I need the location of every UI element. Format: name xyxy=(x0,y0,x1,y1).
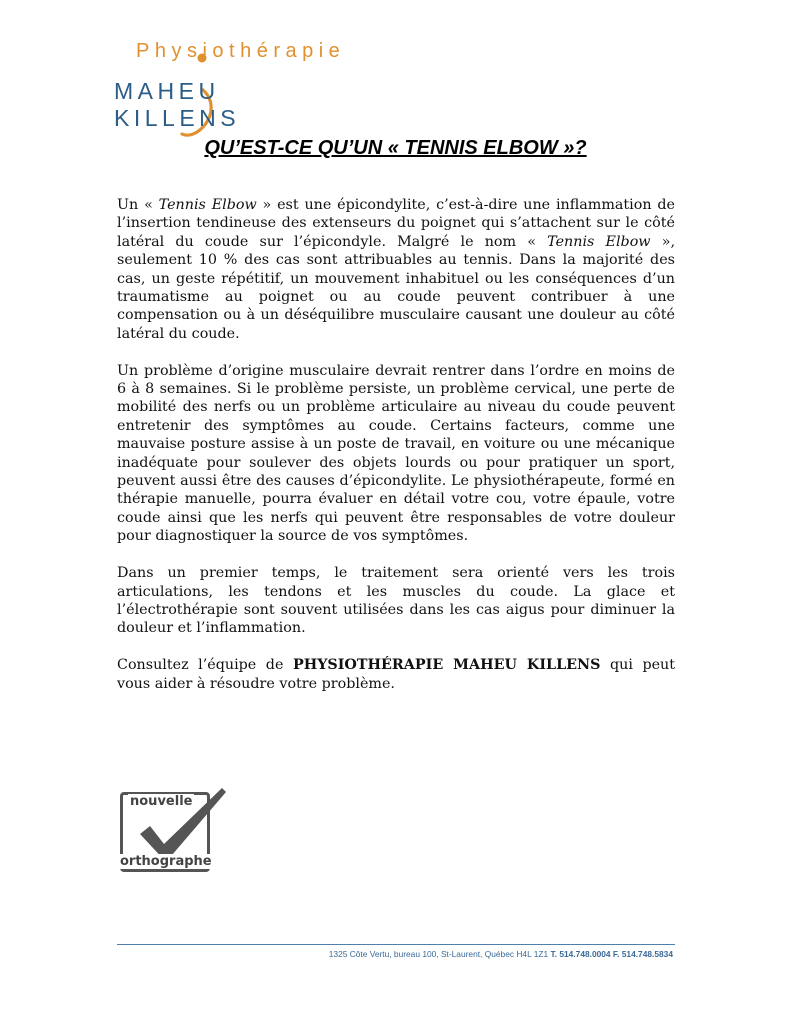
article-body xyxy=(117,196,675,711)
footer-fax: F. 514.748.5834 xyxy=(612,949,673,959)
p1-tennis-elbow: Tennis Elbow xyxy=(158,197,257,213)
paragraph-1 xyxy=(117,196,675,343)
p1-text-c: » est une épicondylite, c’est-à-dire une inflammation de l’insertion tendineuse des extenseurs du poignet qui s’attachent sur le côté latéral du coude sur l’épicondyle. Malgré le nom « xyxy=(117,197,675,250)
p1-tennis-elbow-2: Tennis Elbow xyxy=(547,233,651,250)
nouvelle-orthographe-badge xyxy=(118,786,230,878)
footer-phone: T. 514.748.0004 xyxy=(550,949,611,959)
paragraph-3: Dans un premier temps, le traitement sera orienté vers les trois articulations, les tendons et les muscles du coude. La glace et l’électrothérapie sont souvent utilisées dans les cas aigus pour diminuer la douleur et l’inflammation. xyxy=(117,565,675,637)
badge-label-bottom: orthographe xyxy=(120,854,212,869)
p4-clinic-name: PHYSIOTHÉRAPIE MAHEU KILLENS xyxy=(292,657,601,674)
logo-maheu: MAHEU xyxy=(114,78,220,104)
p4-text-c: qui peut vous aider à résoudre votre problème. xyxy=(117,657,676,692)
p1-text-e: », seulement 10 % des cas sont attribuables au tennis. Dans la majorité des cas, un geste répétitif, un mouvement inhabituel ou les conséquences d’un traumatisme au poignet ou au coude peuvent contribuer à une compensation ou à un déséquilibre musculaire causant une douleur au côté latéral du coude. xyxy=(117,233,676,342)
page-title: QU’EST-CE QU’UN « TENNIS ELBOW »? xyxy=(204,137,587,159)
logo-maheu-killens xyxy=(114,78,310,132)
footer-address: 1325 Côte Vertu, bureau 100, St-Laurent, Québec H4L 1Z1 xyxy=(328,949,551,959)
logo-killens: KILLENS xyxy=(114,105,241,131)
p4-text-a: Consultez l’équipe de xyxy=(117,657,293,674)
paragraph-4 xyxy=(117,656,675,693)
paragraph-2: Un problème d’origine musculaire devrait rentrer dans l’ordre en moins de 6 à 8 semaines. Si le problème persiste, un problème cervical, une perte de mobilité des nerfs ou un problème articulaire au niveau du coude peuvent entretenir des symptômes au coude. Certains facteurs, comme une mauvaise posture assise à un poste de travail, en voiture ou une mécanique inadéquate pour soulever des objets lourds ou pour pratiquer un sport, peuvent aussi être des causes d’épicondylite. Le physiothérapeute, formé en thérapie manuelle, pourra évaluer en détail votre cou, votre épaule, votre coude ainsi que les nerfs qui peuvent être responsables de votre douleur pour diagnostiquer la source de vos symptômes. xyxy=(117,362,675,545)
p1-text-a: Un « xyxy=(117,197,159,213)
badge-label-top: nouvelle xyxy=(130,794,193,809)
logo-physiotherapie: Physiothérapie xyxy=(136,40,346,62)
footer-contact xyxy=(117,949,673,959)
footer-divider xyxy=(117,944,675,945)
clinic-logo xyxy=(110,36,346,140)
